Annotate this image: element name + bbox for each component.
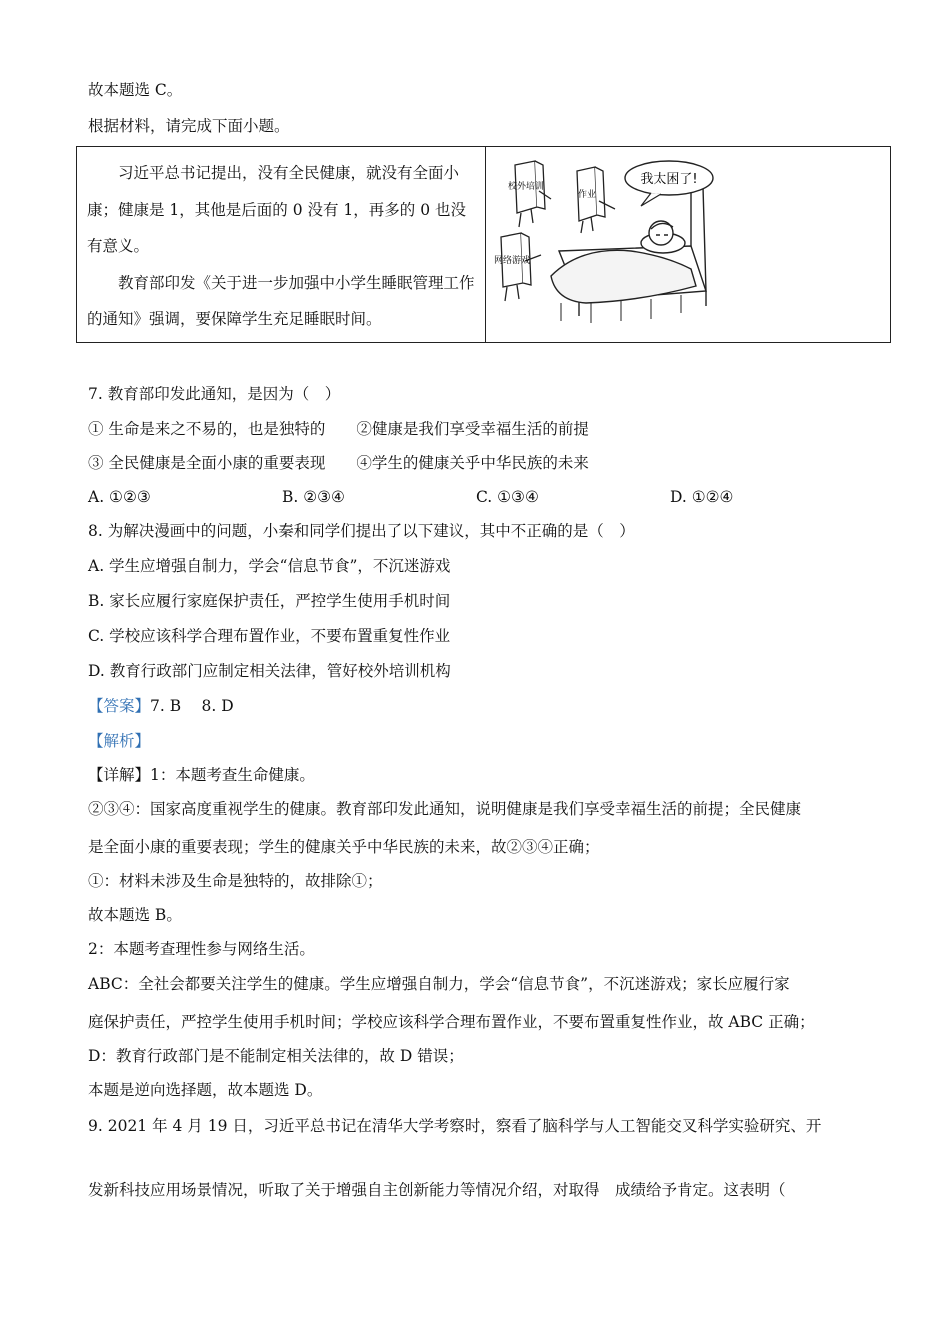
q8-option-a: A. 学生应增强自制力，学会“信息节食”，不沉迷游戏	[88, 557, 451, 575]
q7-stem: 7. 教育部印发此通知，是因为（ ）	[88, 385, 341, 403]
q9-line-2: 发新科技应用场景情况，听取了关于增强自主创新能力等情况介绍，对取得 成绩给予肯定。这表明（	[88, 1181, 786, 1199]
q8-option-b: B. 家长应履行家庭保护责任，严控学生使用手机时间	[88, 592, 451, 610]
q7-option-a: A. ①②③	[88, 488, 151, 506]
table-divider	[485, 147, 486, 342]
q7-option-c: C. ①③④	[476, 488, 539, 506]
instruction-line: 根据材料，请完成下面小题。	[88, 117, 290, 135]
book-label-games: 网络游戏	[493, 256, 531, 266]
book-label-training: 校外培训	[507, 182, 545, 192]
analysis-line: 是全面小康的重要表现；学生的健康关乎中华民族的未来，故②③④正确；	[88, 838, 600, 856]
material-para-1: 习近平总书记提出，没有全民健康，就没有全面小康；健康是 1，其他是后面的 0 没有 1，再多的 0 也没有意义。	[87, 164, 467, 255]
analysis-line: 2：本题考查理性参与网络生活。	[88, 940, 315, 958]
q7-option-b: B. ②③④	[282, 488, 345, 506]
q7-option-d: D. ①②④	[670, 488, 734, 506]
answer-text: 7. B 8. D	[150, 697, 234, 715]
analysis-line: 庭保护责任，严控学生使用手机时间；学校应该科学合理布置作业，不要布置重复性作业，故 ABC 正确；	[88, 1013, 815, 1031]
speech-text: 我太困了!	[640, 172, 698, 187]
analysis-label: 【解析】	[88, 732, 151, 750]
analysis-line: 故本题选 B。	[88, 906, 182, 924]
analysis-line: ②③④：国家高度重视学生的健康。教育部印发此通知，说明健康是我们享受幸福生活的前提；全民健康	[88, 800, 802, 818]
analysis-line: 【详解】1：本题考查生命健康。	[88, 766, 315, 784]
prev-answer-line: 故本题选 C。	[88, 81, 183, 99]
q7-item-line-2: ③ 全民健康是全面小康的重要表现 ④学生的健康关乎中华民族的未来	[88, 454, 589, 472]
answer-label: 【答案】	[88, 697, 151, 715]
material-text	[87, 155, 475, 338]
sleepy-student-cartoon	[491, 151, 721, 335]
q8-option-c: C. 学校应该科学合理布置作业，不要布置重复性作业	[88, 627, 451, 645]
q8-option-d: D. 教育行政部门应制定相关法律，管好校外培训机构	[88, 662, 451, 680]
q8-stem: 8. 为解决漫画中的问题，小秦和同学们提出了以下建议，其中不正确的是（ ）	[88, 522, 635, 540]
q7-item-line-1: ① 生命是来之不易的，也是独特的 ②健康是我们享受幸福生活的前提	[88, 420, 589, 438]
analysis-line: ABC：全社会都要关注学生的健康。学生应增强自制力，学会“信息节食”，不沉迷游戏；家长应履行家	[88, 975, 790, 993]
q9-line-1: 9. 2021 年 4 月 19 日，习近平总书记在清华大学考察时，察看了脑科学与人工智能交叉科学实验研究、开	[88, 1117, 822, 1135]
answer-line	[88, 696, 234, 716]
analysis-line: D：教育行政部门是不能制定相关法律的，故 D 错误；	[88, 1047, 464, 1065]
analysis-line: 本题是逆向选择题，故本题选 D。	[88, 1081, 323, 1099]
material-table	[76, 146, 891, 343]
book-label-homework: 作业	[577, 190, 597, 200]
analysis-line: ①：材料未涉及生命是独特的，故排除①；	[88, 872, 383, 890]
material-para-2: 教育部印发《关于进一步加强中小学生睡眠管理工作的通知》强调，要保障学生充足睡眠时间。	[87, 273, 475, 328]
